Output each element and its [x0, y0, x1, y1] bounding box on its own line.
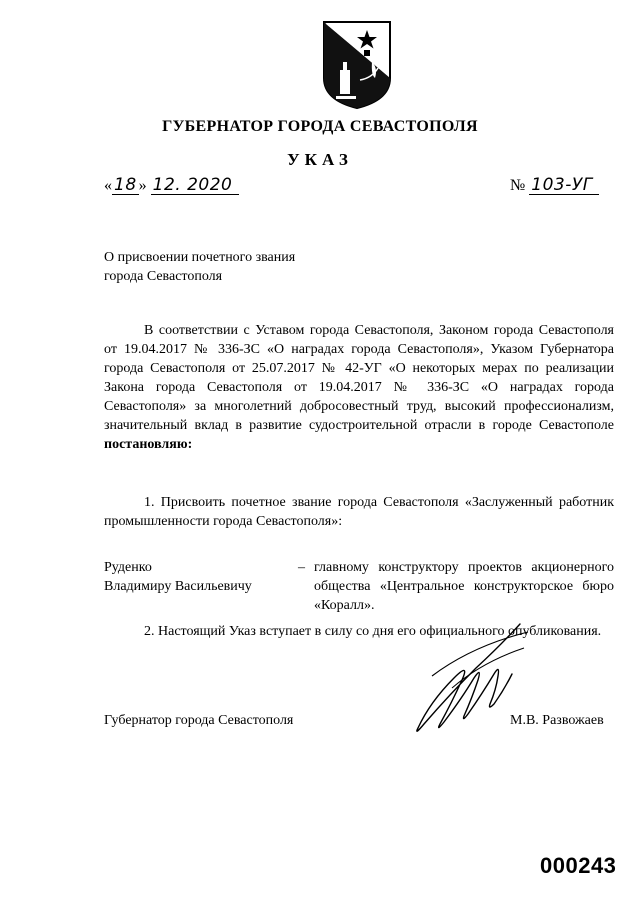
date-quote-close: » — [138, 177, 147, 194]
issuer-heading: ГУБЕРНАТОР ГОРОДА СЕВАСТОПОЛЯ — [162, 118, 478, 135]
item-1-paragraph: 1. Присвоить почетное звание города Севастополя «Заслуженный работник промышленности города Севастополя»: — [104, 495, 614, 529]
document-type: УКАЗ — [287, 150, 353, 169]
form-serial-number: 000243 — [540, 853, 617, 878]
document-number — [510, 176, 599, 195]
subject-line-1: О присвоении почетного звания — [104, 250, 296, 265]
subject-line-2: города Севастополя — [104, 269, 223, 284]
awardee-dash: – — [298, 560, 305, 575]
date-day: 18 — [114, 175, 137, 195]
preamble-text: В соответствии с Уставом города Севастополя, Законом города Севастополя от 19.04.2017 № 336-ЗС «О наградах города Севастополя», Указом Губернатора города Севастополя от 25.07.2017 № 42-УГ «О некоторых мерах по реализации Закона города Севастополя от 19.04.2017 № 336-ЗС «О наградах города Севастополя» за многолетний добросовестный труд, высокий профессионализм, значительный вклад в развитие судостроительной отрасли в городе Севастополе — [104, 323, 614, 433]
sevastopol-coat-of-arms-icon — [320, 20, 394, 110]
awardee-given-names: Владимиру Васильевичу — [104, 579, 252, 594]
number-sign: № — [510, 177, 526, 194]
signatory-title: Губернатор города Севастополя — [104, 713, 294, 728]
document-date — [104, 176, 239, 195]
preamble-decree-word: постановляю — [104, 437, 188, 452]
awardee-position: главному конструктору проектов акционерного общества «Центральное конструкторское бюро «Коралл». — [314, 560, 614, 613]
awardee-surname: Руденко — [104, 560, 152, 575]
number-value: 103-УГ — [529, 176, 599, 195]
item-2-paragraph: 2. Настоящий Указ вступает в силу со дня его официального опубликования. — [144, 624, 602, 639]
awardee-name — [104, 558, 252, 596]
signatory-name: М.В. Развожаев — [510, 713, 604, 728]
date-month-year: 12. 2020 — [151, 176, 239, 195]
date-quote-open: « — [104, 177, 112, 194]
preamble-paragraph — [104, 321, 614, 454]
preamble-colon: : — [187, 437, 193, 452]
document-subject — [104, 248, 295, 286]
